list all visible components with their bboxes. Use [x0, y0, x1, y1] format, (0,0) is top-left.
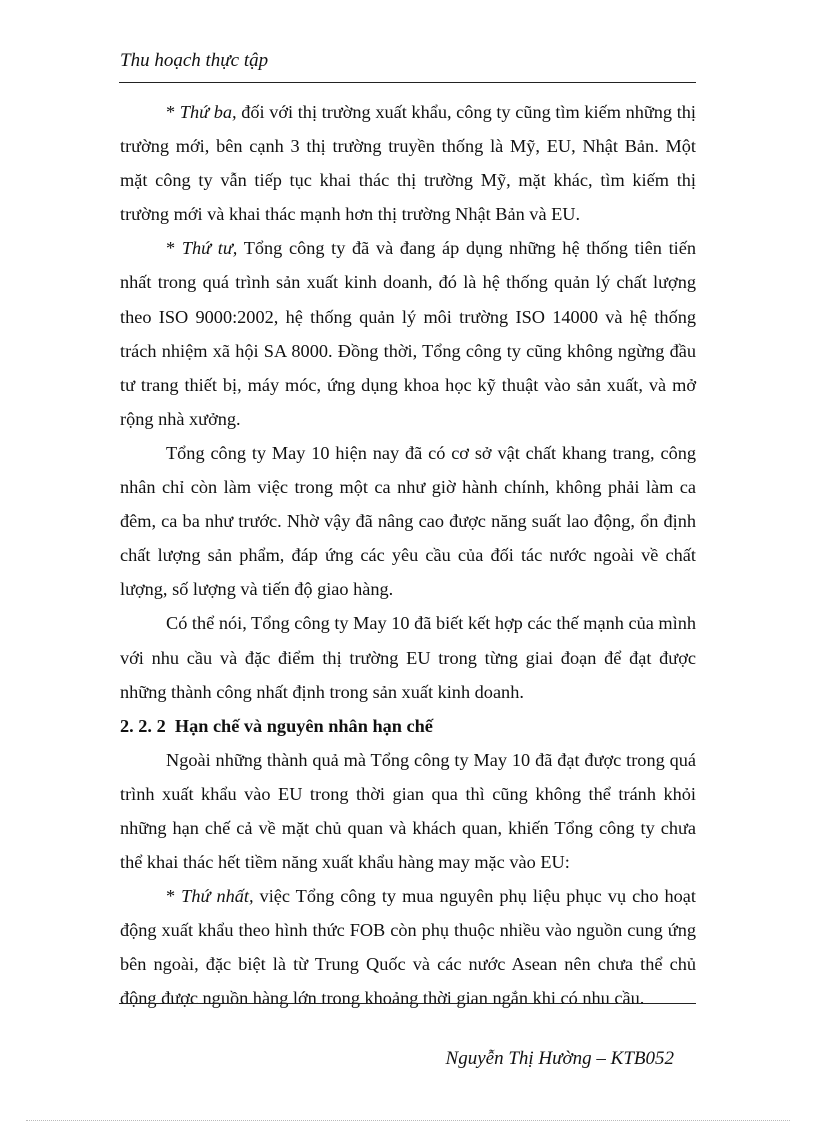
- paragraph-text: Tổng công ty đã và đang áp dụng những hệ thống tiên tiến nhất trong quá trình sản xuất kinh doanh, đó là hệ thống quản lý chất lượng theo ISO 9000:2002, hệ thống quản lý môi trường ISO 14000 và hệ thống trách nhiệm xã hội SA 8000. Đồng thời, Tổng công ty cũng không ngừng đầu tư trang thiết bị, máy móc, ứng dụng khoa học kỹ thuật vào sản xuất, và mở rộng nhà xưởng.: [120, 238, 696, 429]
- paragraph-lead-italic: Thứ tư,: [181, 238, 238, 259]
- bullet-marker: *: [166, 238, 182, 259]
- page-header-title: Thu hoạch thực tập: [120, 50, 269, 71]
- header-divider: [119, 82, 696, 83]
- paragraph-fourth: [120, 231, 696, 436]
- document-body: [120, 95, 696, 1016]
- page-bottom-edge: [26, 1120, 790, 1121]
- section-title: Hạn chế và nguyên nhân hạn chế: [174, 715, 433, 736]
- paragraph-lead-italic: Thứ ba,: [179, 102, 237, 122]
- paragraph-conclusion: [120, 606, 696, 708]
- bullet-marker: *: [166, 886, 182, 907]
- paragraph-first-limitation: [120, 879, 696, 1015]
- paragraph-text: Tổng công ty May 10 hiện nay đã có cơ sở vật chất khang trang, công nhân chỉ còn làm việc trong một ca như giờ hành chính, không phải làm ca đêm, ca ba như trước. Nhờ vậy đã nâng cao được năng suất lao động, ổn định chất lượng sản phẩm, đáp ứng các yêu cầu của đối tác nước ngoài về chất lượng, số lượng và tiến độ giao hàng.: [120, 442, 696, 600]
- paragraph-third: [120, 95, 696, 231]
- paragraph-text: Ngoài những thành quả mà Tổng công ty May 10 đã đạt được trong quá trình xuất khẩu vào EU trong thời gian qua thì cũng không thể tránh khỏi những hạn chế cả về mặt chủ quan và khách quan, khiến Tổng công ty chưa thể khai thác hết tiềm năng xuất khẩu hàng may mặc vào EU:: [120, 749, 696, 873]
- section-heading: [120, 709, 696, 743]
- paragraph-text: Có thể nói, Tổng công ty May 10 đã biết kết hợp các thế mạnh của mình với nhu cầu và đặc điểm thị trường EU trong từng giai đoạn để đạt được những thành công nhất định trong sản xuất kinh doanh.: [120, 613, 696, 702]
- paragraph-lead-italic: Thứ nhất,: [181, 886, 254, 907]
- paragraph-limitations-intro: [120, 743, 696, 879]
- bullet-marker: *: [166, 102, 180, 122]
- paragraph-text: đối với thị trường xuất khẩu, công ty cũng tìm kiếm những thị trường mới, bên cạnh 3 thị trường truyền thống là Mỹ, EU, Nhật Bản. Một mặt công ty vẫn tiếp tục khai thác thị trường Mỹ, mặt khác, tìm kiếm thị trường mới và khai thác mạnh hơn thị trường Nhật Bản và EU.: [120, 102, 697, 225]
- paragraph-text: việc Tổng công ty mua nguyên phụ liệu phục vụ cho hoạt động xuất khẩu theo hình thức FOB còn phụ thuộc nhiều vào nguồn cung ứng bên ngoài, đặc biệt là từ Trung Quốc và các nước Asean nên chưa thể chủ động được nguồn hàng lớn trong khoảng thời gian ngắn khi có nhu cầu.: [120, 886, 696, 1009]
- paragraph-facilities: [120, 436, 696, 606]
- footer-divider: [119, 1003, 696, 1004]
- section-number: 2. 2. 2: [120, 715, 166, 736]
- footer-author: Nguyễn Thị Hường – KTB052: [445, 1048, 674, 1069]
